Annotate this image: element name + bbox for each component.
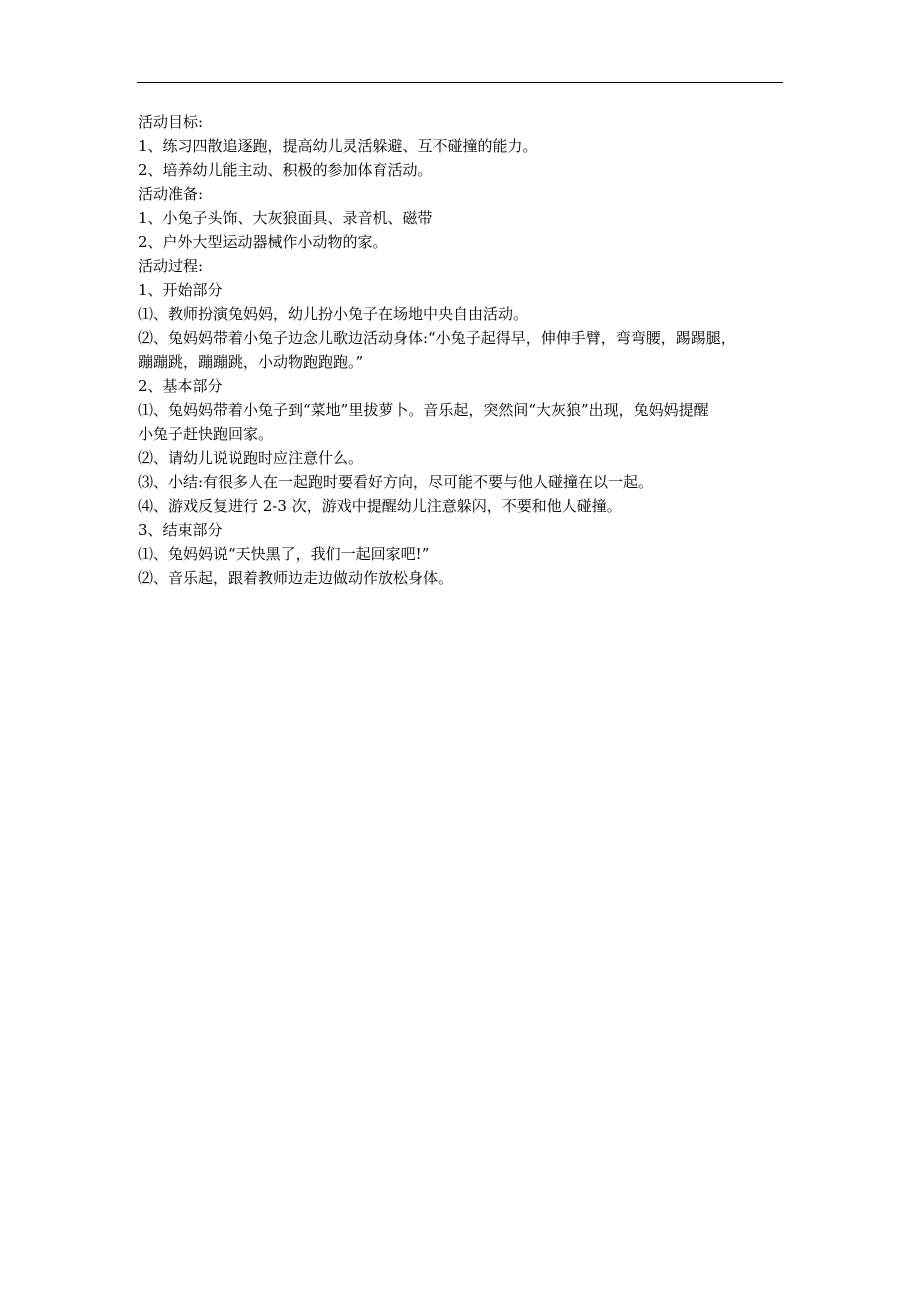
end-step-2: ⑵、音乐起，跟着教师边走边做动作放松身体。 xyxy=(138,569,454,587)
basic-step-1-continued: 小兔子赶快跑回家。 xyxy=(138,425,274,443)
basic-step-2: ⑵、请幼儿说说跑时应注意什么。 xyxy=(138,449,364,467)
section-basic: 2、基本部分 xyxy=(138,377,223,395)
preparation-item-1: 1、小兔子头饰、大灰狼面具、录音机、磁带 xyxy=(138,209,433,227)
section-start: 1、开始部分 xyxy=(138,281,223,299)
header-rule xyxy=(137,82,783,83)
start-step-2-continued: 蹦蹦跳，蹦蹦跳，小动物跑跑跑。” xyxy=(138,353,364,371)
heading-activity-preparation: 活动准备: xyxy=(138,185,204,203)
preparation-item-2: 2、户外大型运动器械作小动物的家。 xyxy=(138,233,388,251)
start-step-1: ⑴、教师扮演兔妈妈，幼儿扮小兔子在场地中央自由活动。 xyxy=(138,305,529,323)
basic-step-1: ⑴、兔妈妈带着小兔子到“菜地”里拔萝卜。音乐起，突然间“大灰狼”出现，兔妈妈提醒 xyxy=(138,401,709,419)
heading-activity-goals: 活动目标: xyxy=(138,113,204,131)
start-step-2: ⑵、兔妈妈带着小兔子边念儿歌边活动身体:“小兔子起得早，伸伸手臂，弯弯腰，踢踢腿， xyxy=(138,329,736,347)
basic-step-3: ⑶、小结:有很多人在一起跑时要看好方向，尽可能不要与他人碰撞在以一起。 xyxy=(138,473,654,491)
end-step-1: ⑴、兔妈妈说“天快黑了，我们一起回家吧!” xyxy=(138,545,430,563)
goal-item-2: 2、培养幼儿能主动、积极的参加体育活动。 xyxy=(138,161,433,179)
section-end: 3、结束部分 xyxy=(138,521,223,539)
goal-item-1: 1、练习四散追逐跑，提高幼儿灵活躲避、互不碰撞的能力。 xyxy=(138,137,538,155)
heading-activity-process: 活动过程: xyxy=(138,257,204,275)
document-body xyxy=(138,110,788,590)
basic-step-4: ⑷、游戏反复进行 2-3 次，游戏中提醒幼儿注意躲闪，不要和他人碰撞。 xyxy=(138,497,622,515)
